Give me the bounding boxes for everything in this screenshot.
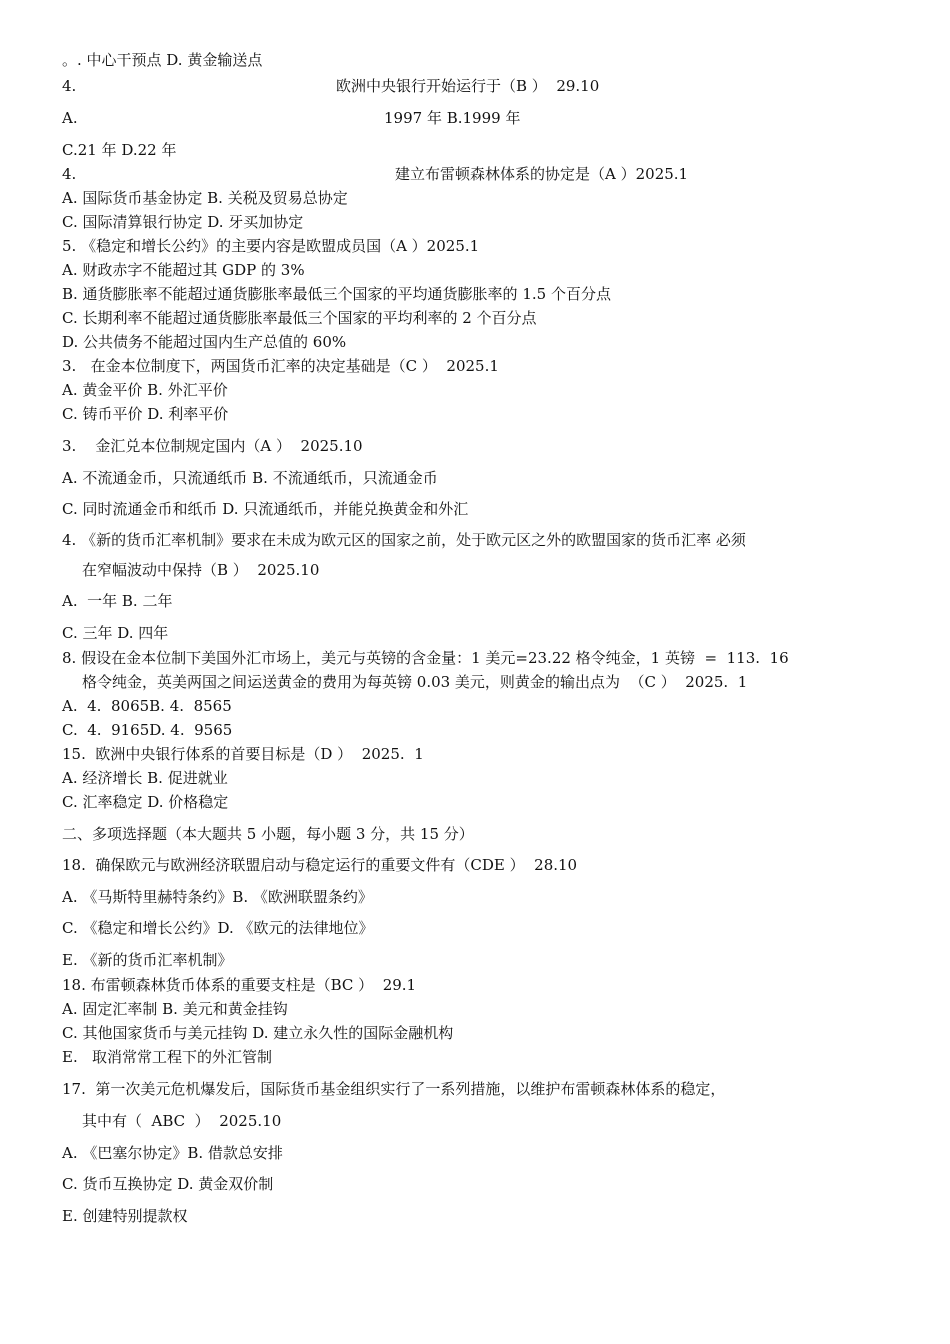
option-line: A. 4. 8065B. 4. 8565	[62, 697, 232, 715]
option-line: A. 《巴塞尔协定》B. 借款总安排	[62, 1144, 283, 1162]
option-line: A. 黄金平价 B. 外汇平价	[62, 381, 228, 399]
question-line: 18. 确保欧元与欧洲经济联盟启动与稳定运行的重要文件有（CDE ） 28.10	[62, 856, 578, 874]
option-text: 1997 年 B.1999 年	[384, 109, 521, 127]
section-heading: 二、多项选择题（本大题共 5 小题，每小题 3 分，共 15 分）	[62, 825, 474, 843]
option-label: A.	[62, 109, 78, 127]
question-line: 3. 在金本位制度下，两国货币汇率的决定基础是（C ） 2025.1	[62, 357, 499, 375]
option-line: A. 经济增长 B. 促进就业	[62, 769, 228, 787]
option-line: E. 《新的货币汇率机制》	[62, 951, 233, 969]
question-line: 3. 金汇兑本位制规定国内（A ） 2025.10	[62, 437, 363, 455]
option-line: C.21 年 D.22 年	[62, 141, 177, 159]
option-line: C. 货币互换协定 D. 黄金双价制	[62, 1175, 274, 1193]
option-line: B. 通货膨胀率不能超过通货膨胀率最低三个国家的平均通货膨胀率的 1.5 个百分点	[62, 285, 611, 303]
question-line: 4. 《新的货币汇率机制》要求在未成为欧元区的国家之前，处于欧元区之外的欧盟国家的货币汇率 必须	[62, 531, 746, 549]
option-line: A. 财政赤字不能超过其 GDP 的 3%	[62, 261, 305, 279]
option-line: C. 国际清算银行协定 D. 牙买加协定	[62, 213, 304, 231]
option-line: A. 不流通金币，只流通纸币 B. 不流通纸币，只流通金币	[62, 469, 438, 487]
option-line: C. 三年 D. 四年	[62, 624, 169, 642]
option-line: A. 《马斯特里赫特条约》B. 《欧洲联盟条约》	[62, 888, 373, 906]
question-line: 5. 《稳定和增长公约》的主要内容是欧盟成员国（A ）2025.1	[62, 237, 480, 255]
option-line: C. 长期利率不能超过通货膨胀率最低三个国家的平均利率的 2 个百分点	[62, 309, 537, 327]
question-text: 建立布雷顿森林体系的协定是（A ）2025.1	[395, 165, 689, 183]
question-line-continued: 格令纯金，英美两国之间运送黄金的费用为每英镑 0.03 美元，则黄金的输出点为 （C ） 2025. 1	[82, 673, 748, 691]
question-number: 4.	[62, 165, 77, 183]
option-line: C. 铸币平价 D. 利率平价	[62, 405, 229, 423]
option-line: D. 公共债务不能超过国内生产总值的 60%	[62, 333, 347, 351]
option-line: C. 《稳定和增长公约》D. 《欧元的法律地位》	[62, 919, 374, 937]
question-line: 18. 布雷顿森林货币体系的重要支柱是（BC ） 29.1	[62, 976, 417, 994]
text-line: 。. 中心干预点 D. 黄金输送点	[62, 51, 263, 69]
option-line: E. 取消常常工程下的外汇管制	[62, 1048, 273, 1066]
question-line-continued: 在窄幅波动中保持（B ） 2025.10	[82, 561, 320, 579]
option-line: C. 汇率稳定 D. 价格稳定	[62, 793, 229, 811]
option-line: A. 一年 B. 二年	[62, 592, 173, 610]
question-line: 17. 第一次美元危机爆发后，国际货币基金组织实行了一系列措施，以维护布雷顿森林体系的稳定，	[62, 1080, 726, 1098]
question-text: 欧洲中央银行开始运行于（B ） 29.10	[336, 77, 600, 95]
option-line: C. 4. 9165D. 4. 9565	[62, 721, 233, 739]
question-line-continued: 其中有（ ABC ） 2025.10	[82, 1112, 282, 1130]
question-line: 15. 欧洲中央银行体系的首要目标是（D ） 2025. 1	[62, 745, 424, 763]
option-line: C. 同时流通金币和纸币 D. 只流通纸币，并能兑换黄金和外汇	[62, 500, 469, 518]
question-line: 8. 假设在金本位制下美国外汇市场上，美元与英镑的含金量：1 美元=23.22 格令纯金，1 英镑 = 113. 16	[62, 649, 789, 667]
option-line: C. 其他国家货币与美元挂钩 D. 建立永久性的国际金融机构	[62, 1024, 454, 1042]
option-line: E. 创建特别提款权	[62, 1207, 188, 1225]
question-number: 4.	[62, 77, 77, 95]
option-line: A. 固定汇率制 B. 美元和黄金挂钩	[62, 1000, 288, 1018]
option-line: A. 国际货币基金协定 B. 关税及贸易总协定	[62, 189, 348, 207]
